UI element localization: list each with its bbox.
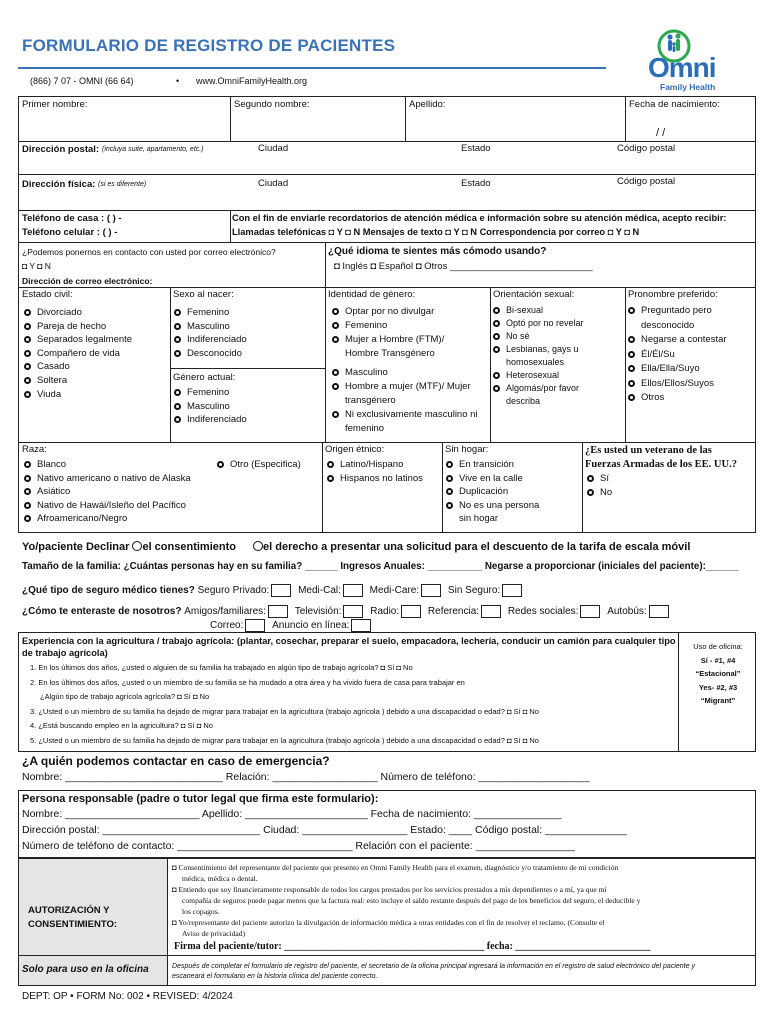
authorization-bullets[interactable]: ◘ Consentimiento del representante del paciente que presento en Omni Family Health para el examen, diagnóstico y/o tratamiento de mi condición médica, médica o dental. ◘ Entiendo que soy financieramente responsable de todos los cargos prestados por los servicios prestados a mis dependientes o a mí, ya que mi compañía de seguros puede pagar menos que la factura real: esto incluye el saldo restante después del pago de los beneficios del seguro, el deducible y los copagos. ◘ Yo/representante del paciente autorizo la divulgación de información médica a otras entidades con el fin de resolver el reclamo, (Consulte el Aviso de privacidad) [172,863,641,938]
pronoun-title: Pronombre preferido: [628,289,718,300]
last-name-label: Apellido: [409,99,446,110]
bus-checkbox[interactable] [649,605,669,618]
dob-slashes[interactable]: / / [656,127,666,139]
cell-phone-label: Teléfono celular : ( ) - [22,227,118,238]
orientation-title: Orientación sexual: [493,289,575,300]
agri-question-5[interactable]: 5. ¿Usted o un miembro de su familia ha dejado de migrar para trabajar en la agricultura (trabajo agrícola ) debido a una discapacidad o edad? ◘ Sí ◘ No [30,736,539,745]
birth-sex-title: Sexo al nacer: [173,289,234,300]
pronoun-list: Preguntado pero desconocido Negarse a contestar Él/Él/Su Ella/Ella/Suyo Ellos/Ellos/Suyos Otros [628,304,727,406]
radio-icon[interactable] [327,461,334,468]
radio-icon[interactable] [24,336,31,343]
first-name-label: Primer nombre: [22,99,88,110]
decline-consent-radio-icon[interactable] [132,541,142,551]
decline-discount-radio-icon[interactable] [253,541,263,551]
homeless-title: Sin hogar: [445,444,489,455]
radio-icon[interactable] [24,391,31,398]
medicare-checkbox[interactable] [421,584,441,597]
race-list: Blanco Nativo americano o nativo de Alaska Asiático Nativo de Hawái/Isleño del Pacífico Afroamericano/Negro [24,458,191,526]
agri-question-2: 2. En los últimos dos años, ¿usted o un miembro de su familia se ha mudado a otra área y ha vivido fuera de casa para trabajar en [30,678,465,687]
email-contact-question: ¿Podemos ponernos en contacto con usted por correo electrónico? [22,247,276,257]
social-checkbox[interactable] [580,605,600,618]
race-other: Otro (Especifica) [217,458,301,472]
physical-address-hint: (si es diferente) [98,181,147,188]
mailing-state-label: Estado [461,143,491,154]
marital-status-title: Estado civil: [22,289,73,300]
decline-text: Yo/paciente Declinar el consentimiento el derecho a presentar una solicitud para el descuento de la tarifa de escala móvil [22,541,691,553]
office-only-text: Después de completar el formulario de registro del paciente, el secretario de la oficina principal ingresará la información en el registro de salud electrónico del paciente y escaneará el formulario en la historia clínica del paciente correcto. [172,963,695,980]
private-insurance-checkbox[interactable] [271,584,291,597]
radio-icon[interactable] [217,461,224,468]
website[interactable]: www.OmniFamilyHealth.org [196,76,308,86]
race-title: Raza: [22,444,47,455]
radio-icon[interactable] [174,403,181,410]
radio-icon[interactable] [174,350,181,357]
radio-icon[interactable] [446,488,453,495]
mailing-city-label: Ciudad [258,143,289,154]
emergency-line[interactable]: Nombre: ___________________________ Relación: __________________ Número de teléfono: ___________________ [22,771,590,783]
responsible-line-1[interactable]: Nombre: _______________________ Apellido: _____________________ Fecha de nacimiento: _______________ [22,808,562,820]
veteran-question-2: Fuerzas Armadas de los EE. UU.? [585,459,737,470]
gender-identity-list: Optar por no divulgar Femenino Mujer a Hombre (FTM)/ Hombre Transgénero Masculino Hombre a mujer (MTF)/ Mujer transgénero Ni exclusivamente masculino ni femenino [332,305,478,436]
office-only-label: Solo para uso en la oficina [22,964,149,975]
radio-icon[interactable] [628,351,635,358]
logo-subtitle: Family Health [660,82,716,92]
radio-icon[interactable] [327,475,334,482]
radio-icon[interactable] [446,475,453,482]
responsible-line-2[interactable]: Dirección postal: ___________________________ Ciudad: __________________ Estado: ____ Código postal: ______________ [22,824,627,836]
mailing-zip-label: Código postal [617,143,676,154]
responsible-title: Persona responsable (padre o tutor legal que firma este formulario): [22,793,379,805]
reminder-consent-options[interactable]: Llamadas telefónicas ◘ Y ◘ N Mensajes de texto ◘ Y ◘ N Correspondencia por correo ◘ Y ◘ N [232,227,640,237]
birth-sex-list: Femenino Masculino Indiferenciado Desconocido [174,306,247,360]
office-use-box: Uso de oficina: Sí - #1, #4 “Estacional” Yes- #2, #3 “Migrant” [693,642,743,705]
ethnicity-title: Origen étnico: [325,444,385,455]
authorization-label-2: CONSENTIMIENTO: [28,919,118,930]
physical-city-label: Ciudad [258,178,289,189]
authorization-label-1: AUTORIZACIÓN Y [28,905,110,916]
radio-icon[interactable] [174,323,181,330]
radio-checkbox[interactable] [401,605,421,618]
referral-question: ¿Cómo te enteraste de nosotros? Amigos/familiares: Televisión: Radio: Referencia: Redes sociales: Autobús: [22,605,669,618]
friends-checkbox[interactable] [268,605,288,618]
agri-question-1[interactable]: 1. En los últimos dos años, ¿usted o alguien de su familia ha trabajado en algún tipo de trabajo agrícola? ◘ Sí ◘ No [30,663,413,672]
family-size-line[interactable]: Tamaño de la familia: ¿Cuántas personas hay en su familia? ______ Ingresos Anuales: __________ Negarse a proporcionar (iniciales del paciente):______ [22,561,739,572]
radio-icon[interactable] [24,323,31,330]
agri-question-2b[interactable]: ¿Algún tipo de trabajo agrícola agrícola? ◘ Sí ◘ No [40,692,210,701]
omni-logo [630,24,730,94]
homeless-list: En transición Vive en la calle Duplicación No es una persona sin hogar [446,458,539,526]
radio-icon[interactable] [493,320,500,327]
radio-icon[interactable] [446,461,453,468]
radio-icon[interactable] [174,336,181,343]
phone-number: (866) 7 07 - OMNI (66 64) [30,76,134,86]
radio-icon[interactable] [24,488,31,495]
radio-icon[interactable] [24,515,31,522]
radio-icon[interactable] [493,307,500,314]
tv-checkbox[interactable] [343,605,363,618]
referral-row-2: Correo: Anuncio en línea: [210,619,371,632]
radio-icon[interactable] [493,385,500,392]
radio-icon[interactable] [174,309,181,316]
language-question: ¿Qué idioma te sientes más cómodo usando? [328,246,547,257]
mailing-address-label: Dirección postal: [22,144,100,155]
language-options[interactable]: ◘ Inglés ◘ Español ◘ Otros ___________________________ [334,261,593,272]
page-title: FORMULARIO DE REGISTRO DE PACIENTES [22,36,396,55]
radio-icon[interactable] [628,365,635,372]
current-gender-title: Género actual: [173,372,236,383]
radio-icon[interactable] [628,394,635,401]
agriculture-heading: Experiencia con la agricultura / trabajo agrícola: (plantar, cosechar, preparar el suelo, empacadora, lechería, conducir un camión para cualquier tipo de trabajo agrícola) [22,636,676,658]
radio-icon[interactable] [332,308,339,315]
mailing-address-hint: (incluya suite, apartamento, etc.) [102,146,204,153]
medical-checkbox[interactable] [343,584,363,597]
radio-icon[interactable] [332,411,339,418]
dob-label: Fecha de nacimiento: [629,99,720,110]
emergency-title: ¿A quién podemos contactar en caso de emergencia? [22,754,330,768]
radio-icon[interactable] [332,336,339,343]
gender-identity-title: Identidad de género: [328,289,416,300]
physical-zip-label: Código postal [617,176,676,187]
email-contact-options[interactable]: ◘ Y ◘ N [22,261,51,271]
veteran-list: Sí No [587,472,612,499]
radio-icon[interactable] [24,309,31,316]
home-phone-label: Teléfono de casa : ( ) - [22,213,122,224]
radio-icon[interactable] [332,369,339,376]
radio-icon[interactable] [628,307,635,314]
header-bullet: • [176,76,180,86]
radio-icon[interactable] [174,416,181,423]
ethnicity-list: Latino/Hispano Hispanos no latinos [327,458,423,485]
middle-name-label: Segundo nombre: [234,99,310,110]
veteran-question-1: ¿Es usted un veterano de las [585,445,712,456]
referral-checkbox[interactable] [481,605,501,618]
reminder-consent-text: Con el fin de enviarle recordatorios de atención médica e información sobre su atención médica, acepto recibir: [232,213,727,223]
mail-checkbox[interactable] [245,619,265,632]
current-gender-list: Femenino Masculino Indiferenciado [174,386,247,427]
uninsured-checkbox[interactable] [502,584,522,597]
radio-icon[interactable] [587,489,594,496]
radio-icon[interactable] [24,350,31,357]
radio-icon[interactable] [24,377,31,384]
responsible-line-3[interactable]: Número de teléfono de contacto: ______________________________ Relación con el paciente: _________________ [22,840,575,852]
physical-state-label: Estado [461,178,491,189]
radio-icon[interactable] [493,333,500,340]
radio-icon[interactable] [174,389,181,396]
radio-icon[interactable] [587,475,594,482]
form-footer: DEPT: OP • FORM No: 002 • REVISED: 4/2024 [22,991,233,1002]
radio-icon[interactable] [24,461,31,468]
radio-icon[interactable] [24,475,31,482]
signature-line[interactable]: Firma del paciente/tutor: ________________________________________ fecha: ___________________________ [174,941,651,952]
marital-status-list: Divorciado Pareja de hecho Separados legalmente Compañero de vida Casado Soltera Viuda [24,306,132,401]
orientation-list: Bi-sexual Optó por no revelar No sé Lesbianas, gays u homosexuales Heterosexual Algomás/por favor describa [493,304,584,408]
radio-icon[interactable] [446,502,453,509]
radio-icon[interactable] [628,380,635,387]
physical-address-label: Dirección física: [22,179,96,190]
radio-icon[interactable] [24,363,31,370]
radio-icon[interactable] [332,322,339,329]
logo-text: Omni [648,52,716,83]
title-rule [18,67,606,69]
radio-icon[interactable] [493,346,500,353]
agri-question-4[interactable]: 4. ¿Está buscando empleo en la agricultura? ◘ Sí ◘ No [30,721,213,730]
online-ad-checkbox[interactable] [351,619,371,632]
radio-icon[interactable] [493,372,500,379]
radio-icon[interactable] [24,502,31,509]
insurance-question: ¿Qué tipo de seguro médico tienes? Seguro Privado: Medi-Cal: Medi-Care: Sin Seguro: [22,584,522,597]
agri-question-3[interactable]: 3. ¿Usted o un miembro de su familia ha dejado de migrar para trabajar en la agricultura (trabajo agrícola ) debido a una discapacidad o edad? ◘ Sí ◘ No [30,707,539,716]
radio-icon[interactable] [332,383,339,390]
email-address-label: Dirección de correo electrónico: [22,276,153,286]
radio-icon[interactable] [628,336,635,343]
